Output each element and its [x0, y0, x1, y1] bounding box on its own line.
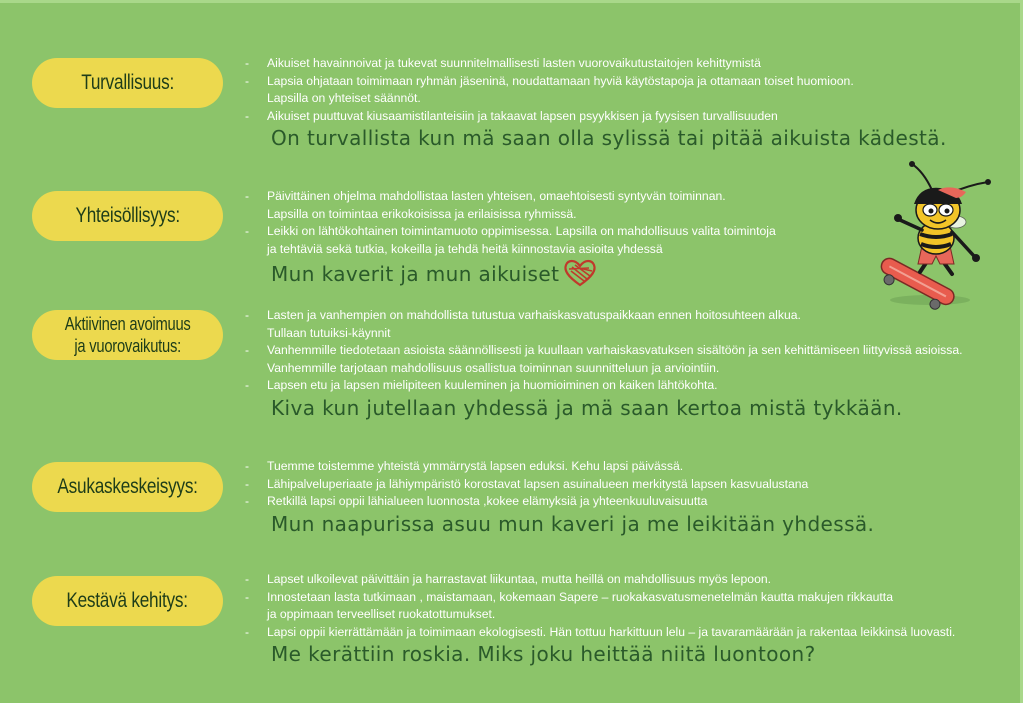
list-item: - Lapsi oppii kierrättämään ja toimimaan ekologisesti. Hän tottuu harkittuun lelu – ja tavaramäärään ja rakentaa leikkinsä luovasti. [245, 624, 956, 639]
section-title-kestava-kehitys: Kestävä kehitys: [32, 576, 223, 626]
section-kestava-kehitys [245, 571, 1015, 666]
section-asukaskeskeisyys [245, 458, 1015, 536]
list-item: - Lapset ulkoilevat päivittäin ja harrastavat liikuntaa, mutta heillä on mahdollisuus myös lepoon. [245, 572, 772, 586]
heart-icon [563, 259, 597, 292]
section-aktiivinen-avoimuus [245, 307, 1015, 420]
list-item: - Tuemme toistemme yhteistä ymmärrystä lapsen eduksi. Kehu lapsi päivässä. [245, 459, 684, 473]
child-quote: Kiva kun jutellaan yhdessä ja mä saan kertoa mistä tykkään. [271, 395, 903, 420]
section-title-yhteisollisyys: Yhteisöllisyys: [32, 191, 223, 241]
list-item: - Päivittäinen ohjelma mahdollistaa lasten yhteisen, omaehtoisesti syntyvän toiminnan. Lapsilla on toimintaa erikokoisissa ja erilaisissa ryhmissä. [245, 189, 726, 221]
list-item: - Innostetaan lasta tutkimaan , maistamaan, kokemaan Sapere – ruokakasvatusmenetelmän kautta makujen rikkautta ja oppimaan terveelliset ruokatottumukset. [245, 589, 893, 621]
list-item: - Lasten ja vanhempien on mahdollista tutustua varhaiskasvatuspaikkaan ennen hoitosuhteen alkua. Tullaan tutuiksi-käynnit [245, 308, 801, 340]
list-item: - Lapsen etu ja lapsen mielipiteen kuuleminen ja huomioiminen on kaiken lähtökohta. [245, 378, 718, 392]
bullet-list [245, 458, 1015, 511]
child-quote: On turvallista kun mä saan olla sylissä tai pitää aikuista kädestä. [271, 126, 947, 150]
top-edge-highlight [0, 0, 1023, 3]
child-quote: Mun naapurissa asuu mun kaveri ja me leikitään yhdessä. [271, 511, 875, 536]
list-item: - Aikuiset puuttuvat kiusaamistilanteisiin ja takaavat lapsen psyykkisen ja fyysisen turvallisuuden [245, 108, 778, 123]
child-quote: Me kerättiin roskia. Miks joku heittää niitä luontoon? [271, 642, 816, 666]
bee-skateboard-icon [870, 160, 1000, 310]
list-item: - Lapsia ohjataan toimimaan ryhmän jäseninä, noudattamaan hyviä käytöstapoja ja ottamaan toiset huomioon. Lapsilla on yhteiset säännöt. [245, 73, 854, 105]
bullet-list [245, 55, 1015, 125]
section-turvallisuus [245, 55, 1015, 150]
bullet-list [245, 571, 1015, 641]
list-item: - Leikki on lähtökohtainen toimintamuoto oppimisessa. Lapsilla on mahdollisuus valita toimintoja ja tehtäviä sekä tutkia, kokeilla ja tehdä heitä kiinnostavia asioita yhdessä [245, 224, 776, 256]
bullet-list [245, 307, 1015, 395]
list-item: - Retkillä lapsi oppii lähialueen luonnosta ,kokee elämyksiä ja yhteenkuuluvaisuutta [245, 494, 708, 508]
list-item: - Lähipalveluperiaate ja lähiympäristö korostavat lapsen asuinalueen merkitystä lapsen kasvualustana [245, 476, 809, 491]
list-item: - Aikuiset havainnoivat ja tukevat suunnitelmallisesti lasten vuorovaikutustaitojen kehittymistä [245, 56, 761, 70]
section-title-turvallisuus: Turvallisuus: [32, 58, 223, 108]
child-quote-text: Mun kaverit ja mun aikuiset [271, 262, 560, 286]
section-title-asukaskeskeisyys: Asukaskeskeisyys: [32, 462, 223, 512]
list-item: - Vanhemmille tiedotetaan asioista säännöllisesti ja kuullaan varhaiskasvatuksen sisältöön ja sen kehittämiseen liittyvissä asioissa. Vanhemmille tarjotaan mahdollisuus osallistua toiminnan suunnitteluun ja arviointiin. [245, 343, 963, 375]
section-title-aktiivinen-avoimuus: Aktiivinen avoimuus ja vuorovaikutus: [32, 310, 223, 360]
